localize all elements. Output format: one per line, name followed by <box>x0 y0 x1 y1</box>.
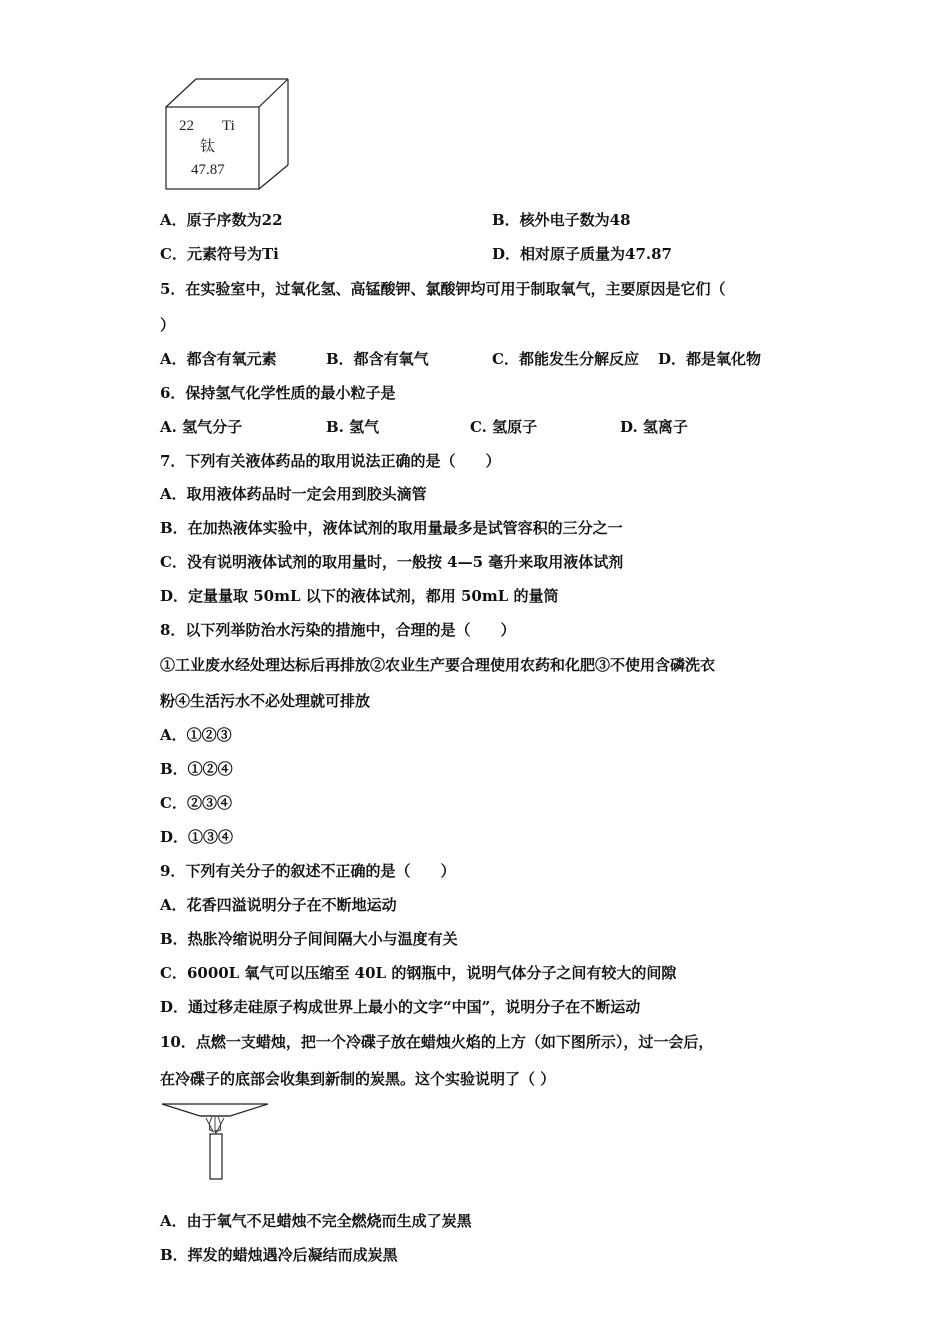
q5-option-b: B．都含有氧气 <box>326 350 429 368</box>
q5-stem-line2: ） <box>160 316 176 334</box>
q6-option-b: B. 氢气 <box>326 418 380 436</box>
q8-option-c: C．②③④ <box>160 794 232 812</box>
q9-option-d: D．通过移走硅原子构成世界上最小的文字“中国”，说明分子在不断运动 <box>160 998 641 1016</box>
q6-option-a: A. 氢气分子 <box>160 418 243 436</box>
candle-icon <box>210 1130 222 1179</box>
q7-option-c: C．没有说明液体试剂的取用量时，一般按 4—5 毫升来取用液体试剂 <box>160 553 624 571</box>
q8-option-d: D．①③④ <box>160 828 234 846</box>
q9-stem: 9．下列有关分子的叙述不正确的是（ ） <box>160 862 456 880</box>
q10-option-a: A．由于氧气不足蜡烛不完全燃烧而生成了炭黑 <box>160 1212 472 1230</box>
q8-statement-line2: 粉④生活污水不必处理就可排放 <box>160 692 371 710</box>
q8-option-b: B．①②④ <box>160 760 233 778</box>
q8-option-a: A．①②③ <box>160 726 232 744</box>
q6-option-d: D. 氢离子 <box>620 418 688 436</box>
q5-option-c: C．都能发生分解反应 <box>492 350 639 368</box>
q9-option-c: C．6000L 氧气可以压缩至 40L 的钢瓶中，说明气体分子之间有较大的间隙 <box>160 964 677 982</box>
q10-stem-line1: 10．点燃一支蜡烛，把一个冷碟子放在蜡烛火焰的上方（如下图所示），过一会后， <box>160 1033 714 1051</box>
q5-option-a: A．都含有氧元素 <box>160 350 277 368</box>
q5-option-d: D．都是氧化物 <box>658 350 762 368</box>
atomic-number: 22 <box>179 118 194 134</box>
q4-option-b: B．核外电子数为48 <box>492 211 631 229</box>
element-name: 钛 <box>200 137 216 155</box>
q6-stem: 6．保持氢气化学性质的最小粒子是 <box>160 384 396 402</box>
q9-option-b: B．热胀冷缩说明分子间间隔大小与温度有关 <box>160 930 458 948</box>
atomic-mass: 47.87 <box>191 162 225 178</box>
q7-option-b: B．在加热液体实验中，液体试剂的取用量最多是试管容积的三分之一 <box>160 519 623 537</box>
q8-stem: 8．以下列举防治水污染的措施中，合理的是（ ） <box>160 621 516 639</box>
element-symbol: Ti <box>222 118 235 134</box>
candle-dish-figure <box>160 1100 270 1185</box>
q7-option-a: A．取用液体药品时一定会用到胶头滴管 <box>160 485 427 503</box>
q4-option-d: D．相对原子质量为47.87 <box>492 245 672 263</box>
q10-stem-line2: 在冷碟子的底部会收集到新制的炭黑。这个实验说明了（ ） <box>160 1070 556 1088</box>
q4-option-c: C．元素符号为Ti <box>160 245 279 263</box>
q9-option-a: A．花香四溢说明分子在不断地运动 <box>160 896 397 914</box>
q7-option-d: D．定量量取 50mL 以下的液体试剂，都用 50mL 的量筒 <box>160 587 559 605</box>
q7-stem: 7．下列有关液体药品的取用说法正确的是（ ） <box>160 452 501 470</box>
q6-option-c: C. 氢原子 <box>470 418 538 436</box>
flame-icon <box>206 1117 224 1132</box>
cold-dish-icon <box>162 1104 268 1116</box>
q4-option-a: A．原子序数为22 <box>160 211 283 229</box>
q5-stem-line1: 5．在实验室中，过氧化氢、高锰酸钾、氯酸钾均可用于制取氧气，主要原因是它们（ <box>160 280 726 298</box>
titanium-element-cube-figure <box>160 70 295 195</box>
q10-option-b: B．挥发的蜡烛遇冷后凝结而成炭黑 <box>160 1246 398 1264</box>
q8-statement-line1: ①工业废水经处理达标后再排放②农业生产要合理使用农药和化肥③不使用含磷洗衣 <box>160 656 716 674</box>
